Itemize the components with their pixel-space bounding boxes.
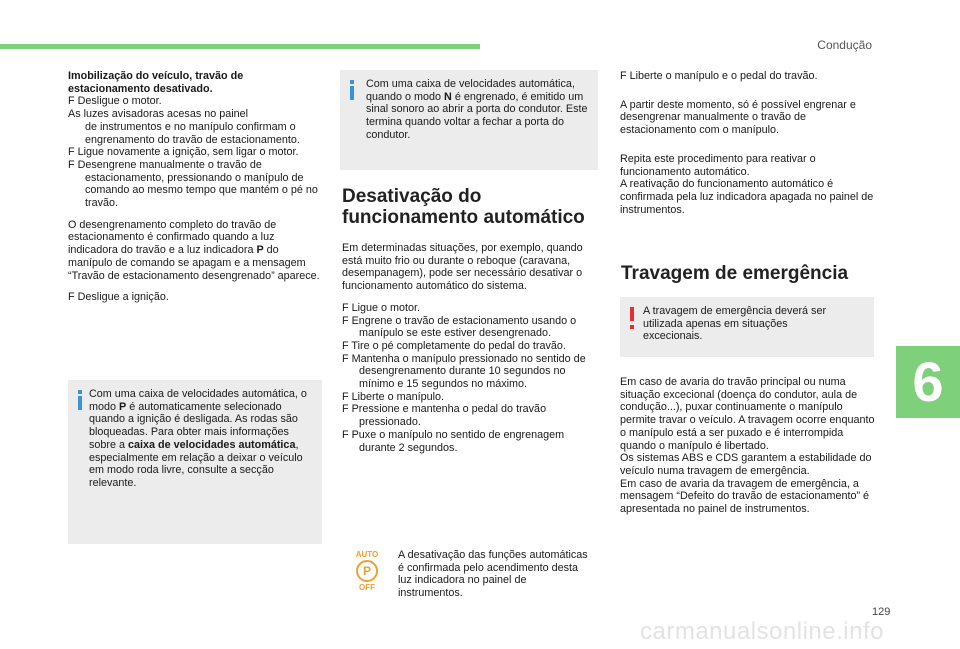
reactivate-paragraph: Repita este procedimento para reativar o funcionamento automático. — [620, 152, 816, 178]
step-start-engine: F Ligue o motor. — [342, 301, 421, 314]
section-title: Condução — [817, 38, 872, 52]
header-accent-bar — [0, 44, 480, 49]
release-confirmation-paragraph: O desengrenamento completo do travão de estacionamento é confirmado quando a luz indicadora do travão e a luz indicadora P do manípulo de comando se apagam e a mensagem “Travão de estacionamento desengrenado” aparece. — [68, 218, 320, 282]
step-engage-brake: F Engrene o travão de estacionamento usando o manípulo se este estiver desengrenado. — [342, 314, 577, 340]
indicator-light-caption: A desativação das funções automáticas é confirmada pelo acendimento desta luz indicadora no painel de instrumentos. — [398, 549, 588, 600]
info-box-neutral-text: Com uma caixa de velocidades automática, quando o modo N é engrenado, é emitido um sinal sonoro ao abrir a porta do condutor. Este termina quando voltar a fechar a porta do condutor. — [366, 78, 588, 141]
watermark: carmanualsonline.info — [640, 618, 884, 645]
info-icon — [78, 396, 82, 410]
info-box-automatic-gearbox — [68, 380, 322, 544]
column-3-bottom — [620, 376, 876, 516]
step-press-pedal: F Pressione e mantenha o pedal do travão pressionado. — [342, 403, 547, 429]
deactivation-intro: Em determinadas situações, por exemplo, quando está muito frio ou durante o reboque (caravana, desempanagem), pode ser necessário desativar o funcionamento automático do sistema. — [342, 242, 583, 293]
info-icon — [350, 86, 354, 100]
step-pull-lever: F Puxe o manípulo no sentido de engrenagem durante 2 segundos. — [342, 428, 565, 454]
step-switch-off-engine: F Desligue o motor. — [68, 95, 162, 108]
warning-icon — [630, 307, 634, 321]
emergency-fault-paragraph: Em caso de avaria da travagem de emergência, a mensagem “Defeito do travão de estacionamento” é apresentada no painel de instrumentos. — [620, 477, 870, 516]
warning-box-text: A travagem de emergência deverá ser utilizada apenas em situações excecionais. — [643, 305, 827, 343]
reactivation-confirmation: A reativação do funcionamento automático é confirmada pela luz indicadora apagada no painel de instrumentos. — [620, 178, 874, 216]
step-release-brake: F Desengrene manualmente o travão de estacionamento, pressionando o manípulo de comando ao mesmo tempo que mantém o pé no travão. — [68, 158, 318, 210]
step-ignition-on: F Ligue novamente a ignição, sem ligar o motor. — [68, 146, 299, 159]
page-number: 129 — [872, 606, 891, 618]
auto-p-off-indicator-icon: AUTO P OFF — [355, 550, 379, 592]
column-3-top — [620, 70, 876, 216]
abs-cds-paragraph: Os sistemas ABS e CDS garantem a estabilidade do veículo numa travagem de emergência. — [620, 452, 872, 477]
step-ignition-off: F Desligue a ignição. — [68, 291, 169, 304]
section-heading-deactivation: Desativação do funcionamento automático — [342, 186, 585, 228]
column-2-body — [342, 242, 598, 454]
manual-mode-paragraph: A partir deste momento, só é possível engrenar e desengrenar manualmente o travão de estacionamento com o manípulo. — [620, 98, 856, 137]
warning-lights-text: As luzes avisadoras acesas no painel — [68, 108, 249, 121]
step-release-lever-and-pedal: F Liberte o manípulo e o pedal do travão. — [620, 70, 818, 82]
step-release-lever: F Liberte o manípulo. — [342, 390, 445, 403]
chapter-tab: 6 — [896, 346, 960, 418]
column-1 — [68, 70, 320, 304]
step-release-pedal: F Tire o pé completamente do pedal do travão. — [342, 339, 566, 352]
info-box-text: Com uma caixa de velocidades automática, o modo P é automaticamente selecionado quando a ignição é desligada. As rodas são bloqueadas. Para obter mais informações sobre a caixa de velocidades automática, especialmente em relação a deixar o veículo em modo roda livre, consulte a secção relevante. — [89, 388, 307, 489]
warning-lights-text-cont: de instrumentos e no manípulo confirmam o engrenamento do travão de estacionamento. — [85, 120, 300, 146]
emergency-braking-paragraph: Em caso de avaria do travão principal ou numa situação excecional (doença do condutor, aula de condução...), puxar continuamente o manípulo permite travar o veículo. A travagem ocorre enquanto o manípulo está a ser puxado e é interrompida quando o manípulo é libertado. — [620, 376, 875, 452]
immobilization-heading: Imobilização do veículo, travão de estacionamento desativado. — [68, 70, 244, 95]
info-box-neutral-mode — [340, 70, 598, 170]
warning-box-emergency — [620, 297, 874, 357]
step-hold-lever: F Mantenha o manípulo pressionado no sentido de desengrenamento durante 10 segundos no mínimo e 15 segundos no máximo. — [342, 352, 586, 391]
section-heading-emergency-braking: Travagem de emergência — [621, 263, 849, 284]
